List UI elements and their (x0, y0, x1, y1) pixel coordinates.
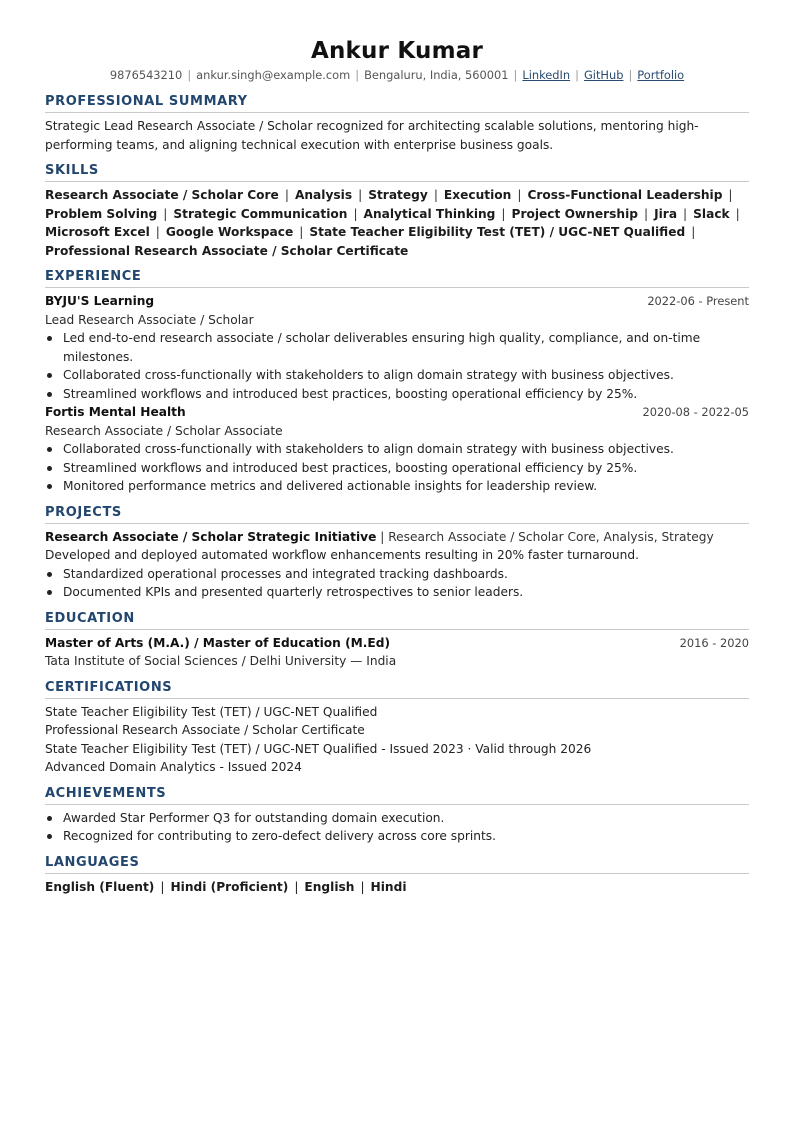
education-entry (45, 634, 749, 671)
skill-item: Google Workspace (165, 225, 294, 239)
skills-line (45, 242, 749, 261)
location: Bengaluru, India, 560001 (364, 68, 509, 82)
language-item: Hindi (370, 879, 407, 894)
school-name: Tata Institute of Social Sciences / Delhi University — India (45, 654, 397, 668)
skill-separator: | (643, 206, 649, 221)
skill-item: Execution (443, 188, 512, 202)
skill-item: Research Associate / Scholar Core (45, 188, 279, 202)
skill-item: Cross-Functional Leadership (527, 188, 723, 202)
project-bullets (45, 565, 749, 602)
skill-separator: | (691, 225, 696, 239)
project-description: Developed and deployed automated workflow enhancements resulting in 20% faster turnaround. (45, 548, 639, 562)
skills-line (45, 205, 749, 224)
section-title-summary: PROFESSIONAL SUMMARY (45, 94, 749, 113)
certification-list (45, 703, 749, 777)
language-list (45, 878, 749, 897)
skill-item: Slack (693, 206, 730, 221)
experience-header (45, 403, 749, 422)
bullet-item: Streamlined workflows and introduced best practices, boosting operational efficiency by 25%. (45, 459, 749, 478)
section-title-languages: LANGUAGES (45, 855, 749, 874)
bullet-item: Documented KPIs and presented quarterly retrospectives to senior leaders. (45, 583, 749, 602)
bullet-item: Awarded Star Performer Q3 for outstanding domain execution. (45, 809, 749, 828)
project-entry (45, 528, 749, 602)
job-role: Lead Research Associate / Scholar (45, 312, 254, 327)
github-link[interactable]: GitHub (583, 68, 624, 82)
bullet-item: Monitored performance metrics and delivered actionable insights for leadership review. (45, 477, 749, 496)
linkedin-link[interactable]: LinkedIn (522, 68, 571, 82)
language-separator: | (294, 879, 299, 894)
contact-separator: | (628, 68, 633, 82)
experience-entry (45, 292, 749, 403)
skill-item: Jira (654, 206, 678, 221)
skill-separator: | (155, 225, 160, 239)
skill-item: Analytical Thinking (363, 206, 496, 221)
contact-separator: | (355, 68, 360, 82)
date-range: 2020-08 - 2022-05 (642, 405, 749, 419)
bullet-item: Collaborated cross-functionally with stakeholders to align domain strategy with business objectives. (45, 366, 749, 385)
bullet-item: Led end-to-end research associate / scholar deliverables ensuring high quality, compliance, and on-time milestones. (45, 329, 749, 366)
skill-separator: | (728, 188, 733, 202)
section-title-skills: SKILLS (45, 163, 749, 182)
experience-header (45, 292, 749, 311)
certification-item: State Teacher Eligibility Test (TET) / UGC-NET Qualified - Issued 2023 · Valid through 2026 (45, 741, 592, 756)
phone-number: 9876543210 (109, 68, 183, 82)
skill-separator: | (358, 188, 363, 202)
section-title-certifications: CERTIFICATIONS (45, 680, 749, 699)
email-address: ankur.singh@example.com (196, 68, 351, 82)
date-range: 2022-06 - Present (647, 294, 749, 308)
bullet-item: Standardized operational processes and integrated tracking dashboards. (45, 565, 749, 584)
skill-item: Microsoft Excel (45, 225, 150, 239)
education-header (45, 634, 749, 653)
degree-name: Master of Arts (M.A.) / Master of Education (M.Ed) (45, 635, 391, 650)
skill-separator: | (517, 188, 522, 202)
skill-separator: | (683, 206, 688, 221)
candidate-name: Ankur Kumar (310, 38, 484, 64)
portfolio-link[interactable]: Portfolio (637, 68, 685, 82)
job-role: Research Associate / Scholar Associate (45, 423, 283, 438)
bullet-item: Streamlined workflows and introduced best practices, boosting operational efficiency by 25%. (45, 385, 749, 404)
skill-separator: | (735, 206, 740, 221)
bullet-item: Collaborated cross-functionally with stakeholders to align domain strategy with business objectives. (45, 440, 749, 459)
section-title-education: EDUCATION (45, 611, 749, 630)
skill-item: Project Ownership (511, 206, 638, 221)
section-title-achievements: ACHIEVEMENTS (45, 786, 749, 805)
skill-item: Analysis (294, 188, 353, 202)
skill-item: Problem Solving (45, 206, 158, 221)
language-separator: | (360, 879, 365, 894)
experience-entry (45, 403, 749, 496)
language-item: Hindi (Proficient) (170, 879, 289, 894)
contact-separator: | (575, 68, 579, 82)
language-item: English (Fluent) (45, 879, 155, 894)
skill-separator: | (433, 188, 438, 202)
job-bullets (45, 440, 749, 496)
contact-separator: | (513, 68, 518, 82)
project-name: Research Associate / Scholar Strategic Initiative (45, 529, 377, 544)
date-range: 2016 - 2020 (679, 635, 749, 650)
skills-line (45, 223, 749, 242)
company-name: Fortis Mental Health (45, 405, 186, 419)
skills-line (45, 186, 749, 205)
contact-separator: | (187, 68, 192, 82)
skills-list (45, 186, 749, 260)
achievement-list (45, 809, 749, 846)
skill-separator: | (163, 206, 168, 221)
skill-separator: | (284, 188, 289, 202)
bullet-item: Recognized for contributing to zero-defect delivery across core sprints. (45, 827, 749, 846)
skill-item: Strategic Communication (173, 206, 348, 221)
certification-item: Professional Research Associate / Scholar Certificate (45, 723, 365, 737)
skill-separator: | (501, 206, 506, 221)
job-bullets (45, 329, 749, 403)
section-title-projects: PROJECTS (45, 505, 749, 524)
company-name: BYJU'S Learning (45, 294, 155, 308)
language-separator: | (160, 879, 165, 894)
language-item: English (304, 879, 355, 894)
section-title-experience: EXPERIENCE (45, 269, 749, 288)
skill-item: Strategy (368, 188, 428, 202)
project-header (45, 528, 749, 547)
certification-item: State Teacher Eligibility Test (TET) / UGC-NET Qualified (45, 704, 378, 719)
summary-text: Strategic Lead Research Associate / Scholar recognized for architecting scalable solutions, mentoring high-performing teams, and aligning technical execution with enterprise business goals. (45, 119, 699, 152)
skill-separator: | (299, 225, 304, 239)
skill-item: Professional Research Associate / Scholar Certificate (45, 243, 409, 258)
skill-item: State Teacher Eligibility Test (TET) / UGC-NET Qualified (309, 225, 686, 239)
project-tech: | Research Associate / Scholar Core, Analysis, Strategy (380, 529, 714, 544)
contact-line (45, 67, 749, 83)
certification-item: Advanced Domain Analytics - Issued 2024 (45, 760, 302, 774)
skill-separator: | (353, 206, 358, 221)
